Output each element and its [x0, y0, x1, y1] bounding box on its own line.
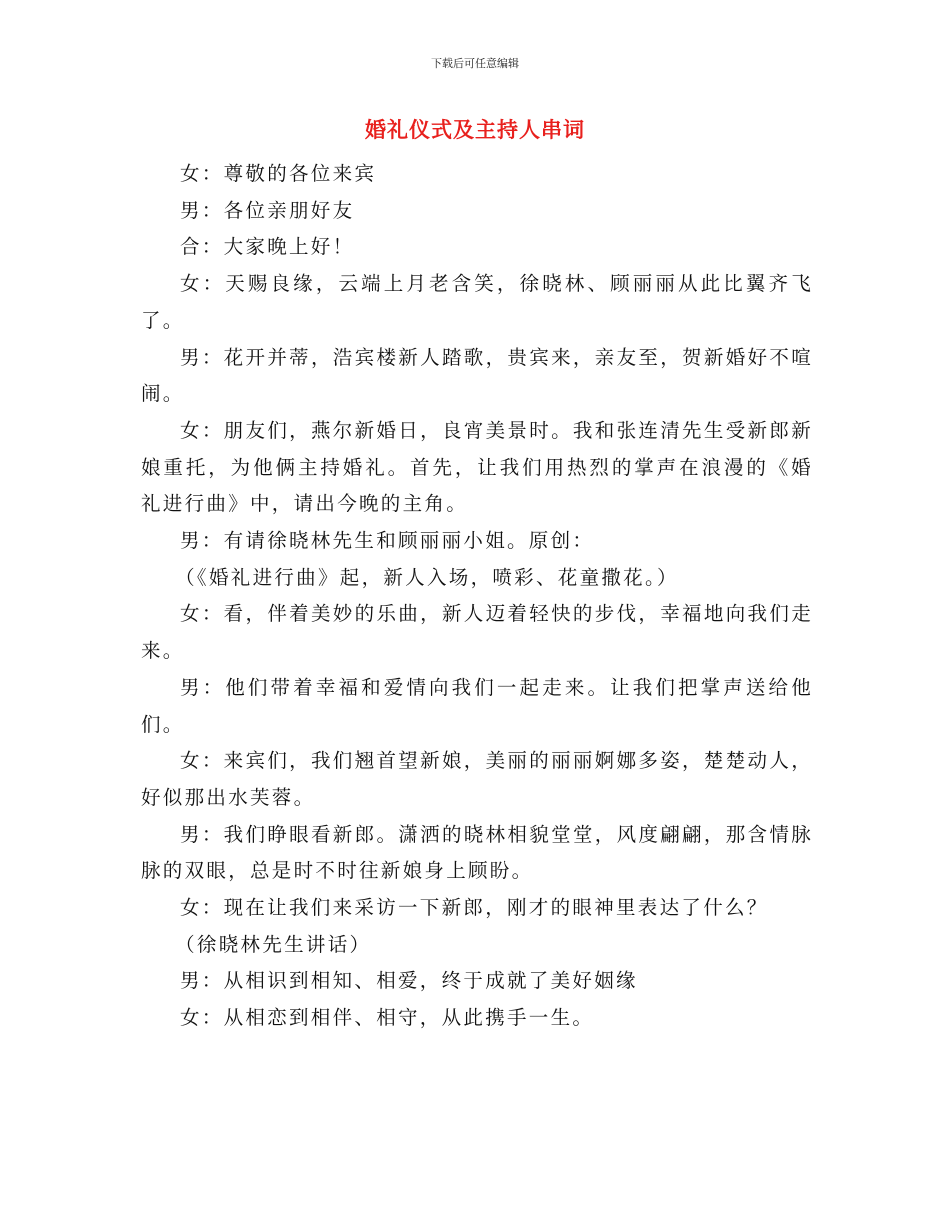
paragraph: 女：来宾们，我们翘首望新娘，美丽的丽丽婀娜多姿，楚楚动人，好似那出水芙蓉。 [141, 749, 813, 809]
header-note: 下载后可任意编辑 [431, 57, 519, 70]
paragraph: 女：从相恋到相伴、相守，从此携手一生。 [180, 1006, 595, 1030]
paragraph: 男：各位亲朋好友 [180, 198, 355, 222]
paragraph: 男：有请徐晓林先生和顾丽丽小姐。原创： [180, 529, 595, 553]
paragraph: 女：朋友们，燕尔新婚日，良宵美景时。我和张连清先生受新郎新娘重托，为他俩主持婚礼。首先，让我们用热烈的掌声在浪漫的《婚礼进行曲》中，请出今晚的主角。 [141, 418, 813, 516]
paragraph: 女：看，伴着美妙的乐曲，新人迈着轻快的步伐，幸福地向我们走来。 [141, 602, 813, 663]
stage-direction: （徐晓林先生讲话） [175, 932, 372, 956]
paragraph: 女：天赐良缘，云端上月老含笑，徐晓林、顾丽丽从此比翼齐飞了。 [141, 272, 813, 332]
stage-direction: （《婚礼进行曲》起，新人入场，喷彩、花童撒花。） [175, 565, 679, 589]
document-title: 婚礼仪式及主持人串词 [365, 118, 585, 142]
paragraph: 男：我们睁眼看新郎。潇洒的晓林相貌堂堂，风度翩翩，那含情脉脉的双眼，总是时不时往新娘身上顾盼。 [141, 822, 813, 883]
paragraph: 女：尊敬的各位来宾 [180, 162, 377, 185]
paragraph: 合：大家晚上好！ [180, 235, 355, 259]
paragraph: 男：花开并蒂，浩宾楼新人踏歌，贵宾来，亲友至，贺新婚好不喧闹。 [141, 345, 813, 406]
paragraph: 男：他们带着幸福和爱情向我们一起走来。让我们把掌声送给他们。 [141, 675, 813, 736]
paragraph: 女：现在让我们来采访一下新郎，刚才的眼神里表达了什么？ [180, 896, 769, 920]
document-body [141, 156, 813, 1037]
paragraph: 男：从相识到相知、相爱，终于成就了美好姻缘 [180, 969, 638, 993]
